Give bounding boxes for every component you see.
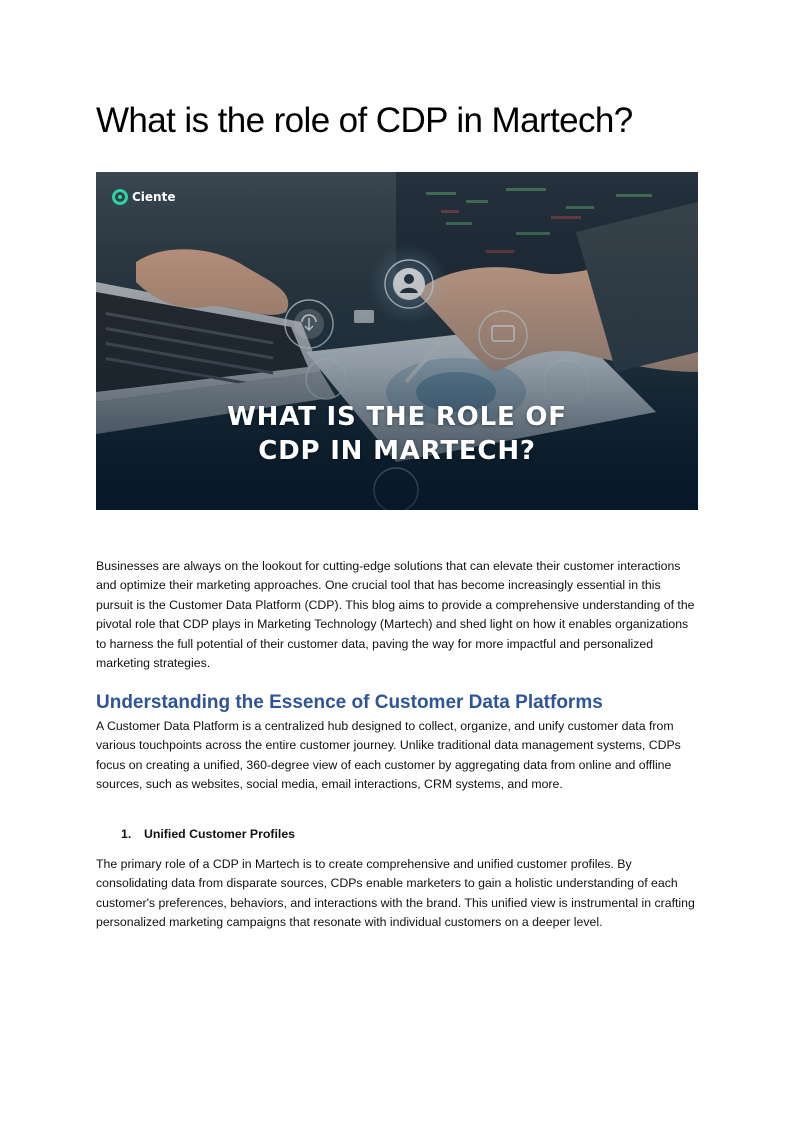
list-item-paragraph: The primary role of a CDP in Martech is to create comprehensive and unified customer profiles. By consolidating data from disparate sources, CDPs enable marketers to gain a holistic understanding of each customer's preferences, behaviors, and interactions with the brand. This unified view is instrumental in crafting personalized marketing campaigns that resonate with individual customers on a deeper level. <box>96 857 695 930</box>
hero-heading-line-2: CDP IN MARTECH? <box>258 436 536 466</box>
ciente-logo-icon <box>112 189 128 205</box>
list-item-label: Unified Customer Profiles <box>144 827 296 841</box>
list-item <box>121 825 295 843</box>
section-paragraph: A Customer Data Platform is a centralized hub designed to collect, organize, and unify customer data from various touchpoints across the entire customer journey. Unlike traditional data management systems, CDPs focus on creating a unified, 360-degree view of each customer by aggregating data from online and offline sources, such as websites, social media, email interactions, CRM systems, and more. <box>96 719 681 792</box>
hero-image <box>96 172 698 510</box>
section-heading: Understanding the Essence of Customer Data Platforms <box>96 692 603 713</box>
logo-text: Ciente <box>132 190 176 204</box>
page-title: What is the role of CDP in Martech? <box>96 101 633 140</box>
hero-heading-line-1: WHAT IS THE ROLE OF <box>227 402 567 432</box>
list-item-number: 1. <box>121 827 132 841</box>
hero-heading <box>96 400 698 468</box>
intro-paragraph: Businesses are always on the lookout for cutting-edge solutions that can elevate their customer interactions and optimize their marketing approaches. One crucial tool that has become increasingly essential in this pursuit is the Customer Data Platform (CDP). This blog aims to provide a comprehensive understanding of the pivotal role that CDP plays in Marketing Technology (Martech) and shed light on how it enables organizations to harness the full potential of their customer data, paving the way for more impactful and personalized marketing strategies. <box>96 559 695 671</box>
ciente-logo <box>112 187 175 207</box>
